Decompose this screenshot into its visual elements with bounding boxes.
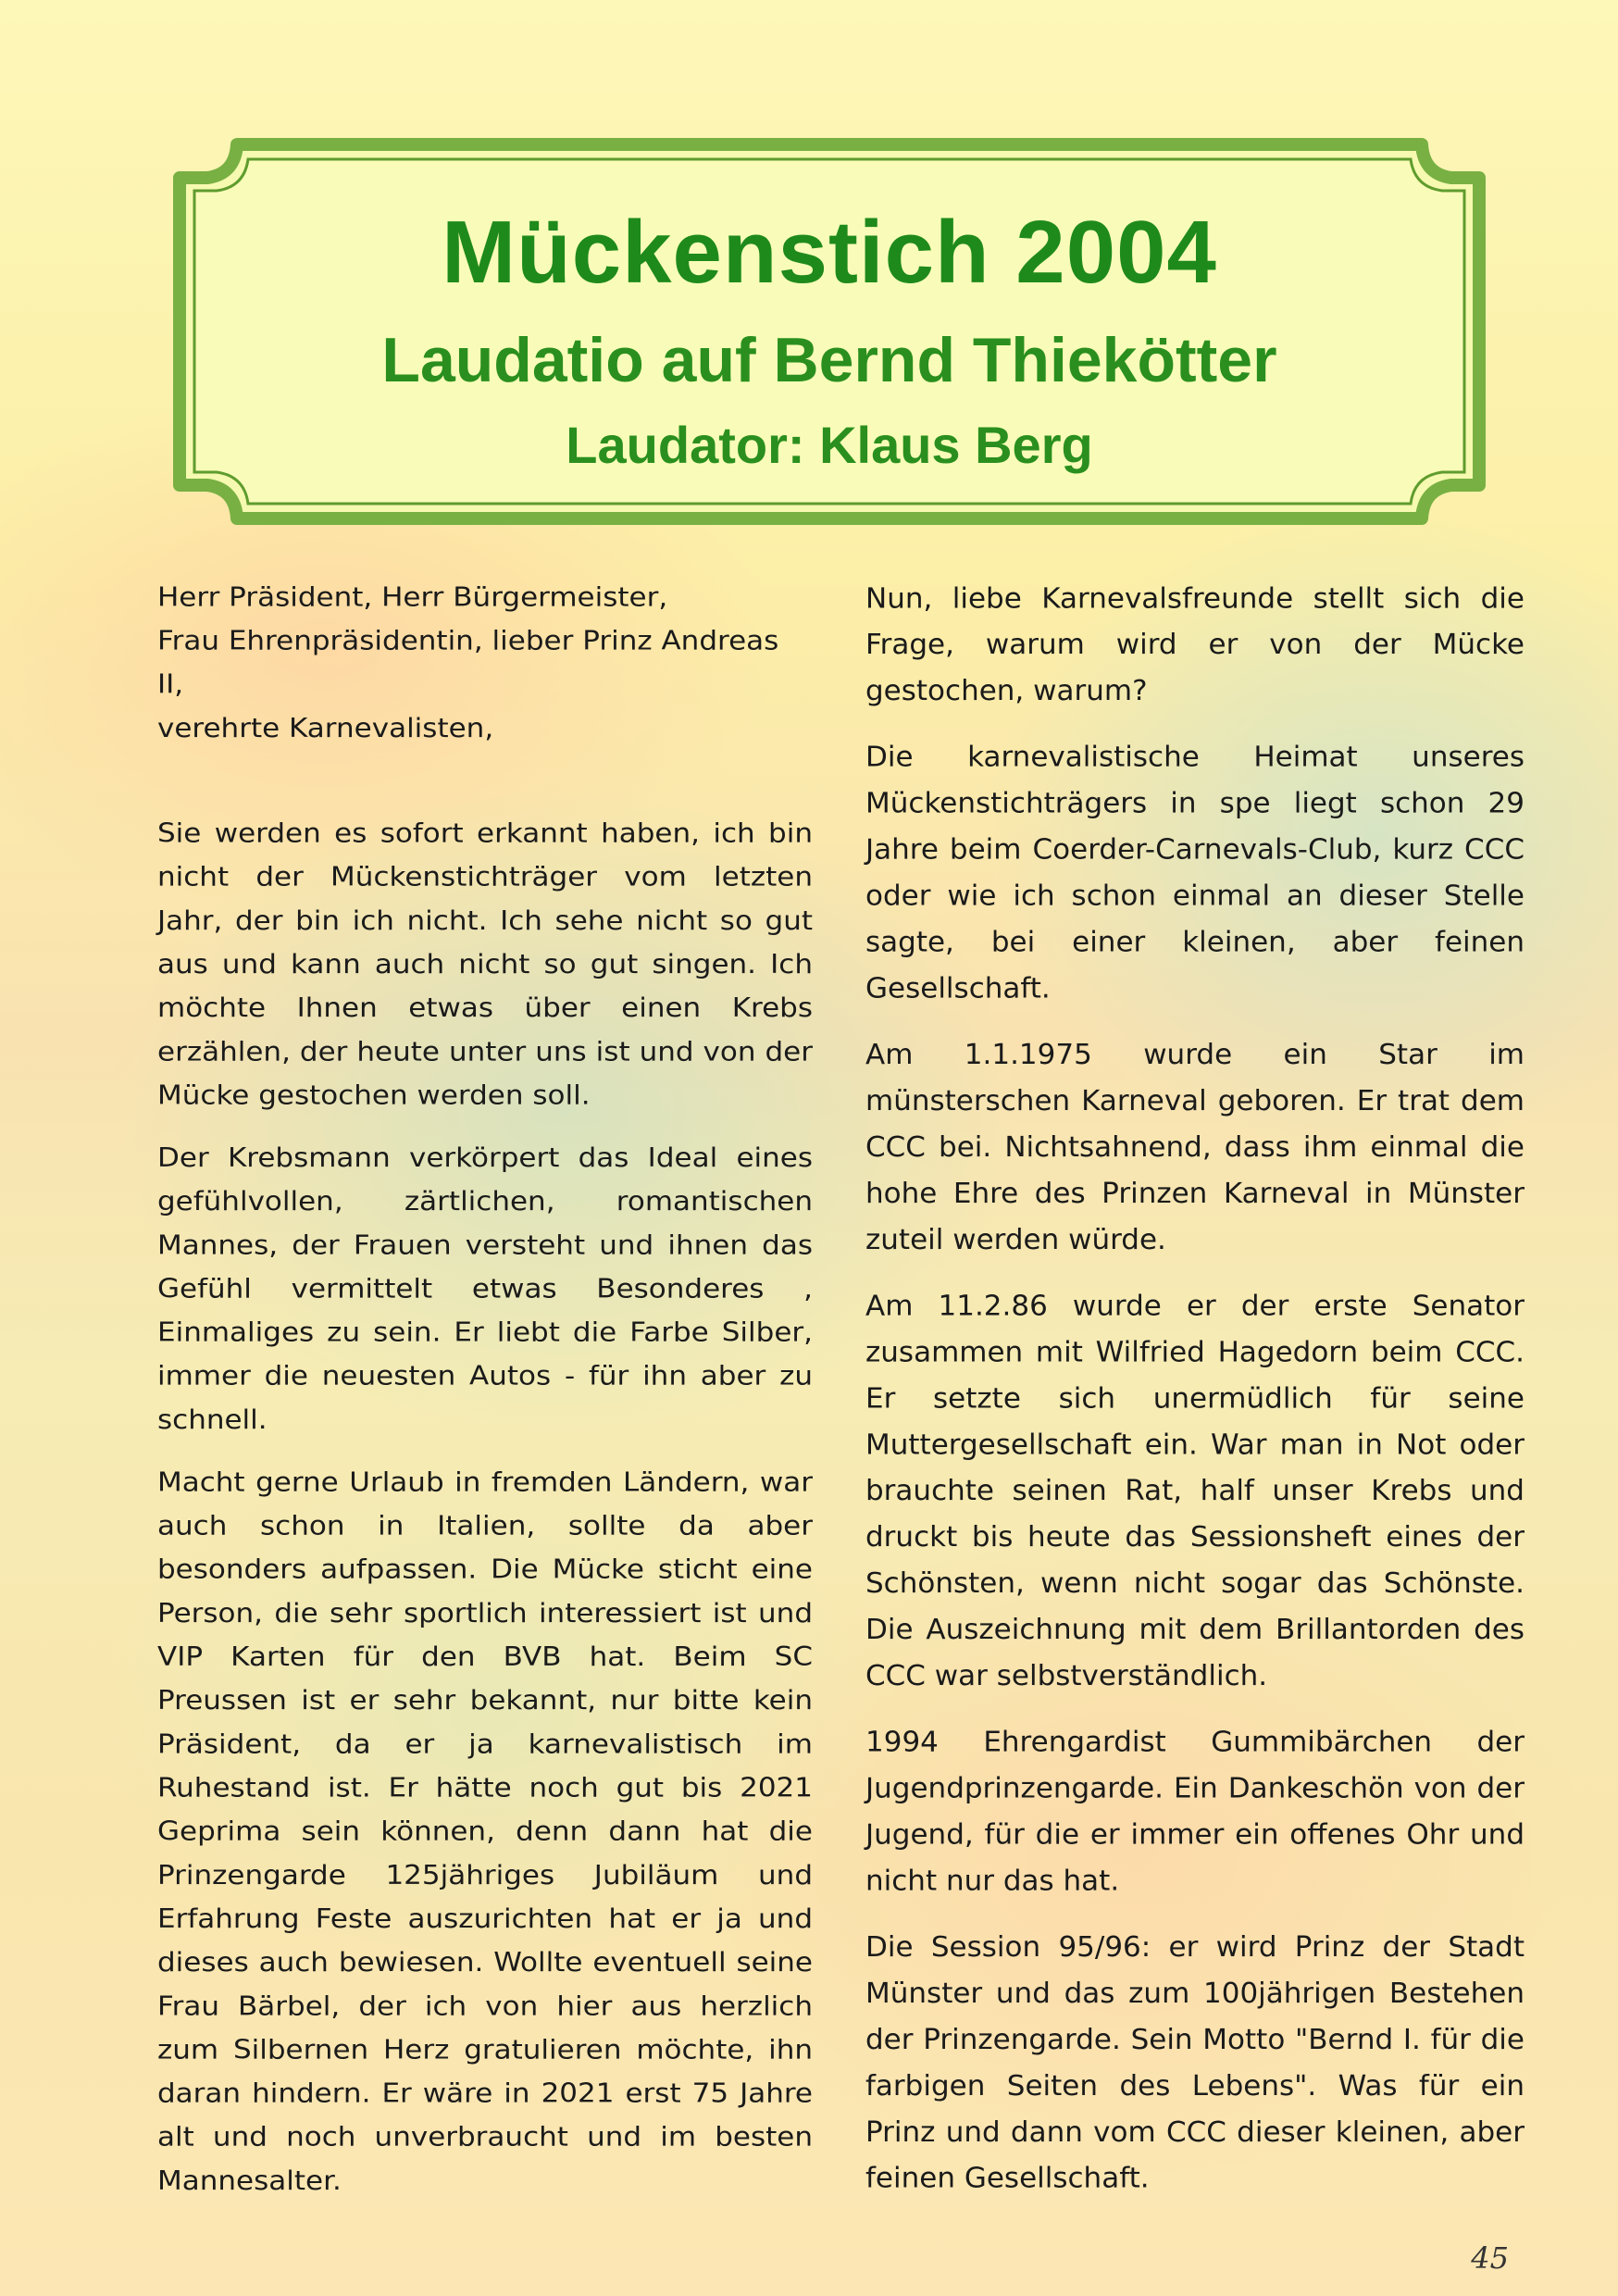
paragraph: Sie werden es sofort erkannt haben, ich bin nicht der Mückenstichträger vom letzten Jahr, der bin ich nicht. Ich sehe nicht so gut aus und kann auch nicht so gut singen. Ich möchte Ihnen etwas über einen Krebs erzählen, der heute unter uns ist und von der Mücke gestochen werden soll. [157, 817, 813, 1111]
paragraph: Die karnevalistische Heimat unseres Mückenstichträgers in spe liegt schon 29 Jahre beim Coerder-Carnevals-Club, kurz CCC oder wie ich schon einmal an dieser Stelle sagte, bei einer kleinen, aber feinen Gesellschaft. [865, 741, 1525, 1005]
laudator-line: Laudator: Klaus Berg [566, 416, 1093, 474]
paragraph: Am 1.1.1975 wurde ein Star im münsterschen Karneval geboren. Er trat dem CCC bei. Nichtsahnend, dass ihm einmal die hohe Ehre des Prinzen Karneval in Münster zuteil werden würde. [865, 1038, 1525, 1256]
page-number: 45 [1471, 2240, 1509, 2276]
paragraph: Der Krebsmann verkörpert das Ideal eines gefühlvollen, zärtlichen, romantischen Mannes, der Frauen versteht und ihnen das Gefühl vermittelt etwas Besonderes , Einmaliges zu sein. Er liebt die Farbe Silber, immer die neuesten Autos - für ihn aber zu schnell. [157, 1142, 813, 1436]
salutation-line: verehrte Karnevalisten, [157, 712, 494, 744]
paragraph: Die Session 95/96: er wird Prinz der Stadt Münster und das zum 100jährigen Bestehen der Prinzengarde. Sein Motto "Bernd I. für die farbigen Seiten des Lebens". Was für ein Prinz und dann vom CCC dieser kleinen, aber feinen Gesellschaft. [865, 1930, 1525, 2195]
left-column [157, 576, 813, 2222]
paragraph: 1994 Ehrengardist Gummibärchen der Jugendprinzengarde. Ein Dankeschön von der Jugend, für die er immer ein offenes Ohr und nicht nur das hat. [865, 1726, 1525, 1898]
paragraph: Nun, liebe Karnevalsfreunde stellt sich die Frage, warum wird er von der Mücke gestochen, warum? [865, 581, 1525, 708]
salutation-line: Herr Präsident, Herr Bürgermeister, [157, 581, 668, 613]
salutation-line: Frau Ehrenpräsidentin, lieber Prinz Andreas II, [157, 625, 779, 701]
title-frame [172, 137, 1487, 526]
salutation [157, 576, 813, 751]
page-title: Mückenstich 2004 [442, 203, 1217, 302]
paragraph: Am 11.2.86 wurde er der erste Senator zusammen mit Wilfried Hagedorn beim CCC. Er setzte sich unermüdlich für seine Muttergesellschaft ein. War man in Not oder brauchte seinen Rat, half unser Krebs und druckt bis heute das Sessionsheft eines der Schönsten, wenn nicht sogar das Schönste. Die Auszeichnung mit dem Brillantorden des CCC war selbstverständlich. [865, 1289, 1525, 1692]
right-column [865, 576, 1525, 2222]
page-subtitle: Laudatio auf Bernd Thiekötter [381, 325, 1277, 395]
paragraph: Macht gerne Urlaub in fremden Ländern, war auch schon in Italien, sollte da aber besonders aufpassen. Die Mücke sticht eine Person, die sehr sportlich interessiert ist und VIP Karten für den BVB hat. Beim SC Preussen ist er sehr bekannt, nur bitte kein Präsident, da er ja karnevalistisch im Ruhestand ist. Er hätte noch gut bis 2021 Geprima sein können, denn dann hat die Prinzengarde 125jähriges Jubiläum und Erfahrung Feste auszurichten hat er ja und dieses auch bewiesen. Wollte eventuell seine Frau Bärbel, der ich von hier aus herzlich zum Silbernen Herz gratulieren möchte, ihn daran hindern. Er wäre in 2021 erst 75 Jahre alt und noch unverbraucht und im besten Mannesalter. [157, 1466, 813, 2197]
